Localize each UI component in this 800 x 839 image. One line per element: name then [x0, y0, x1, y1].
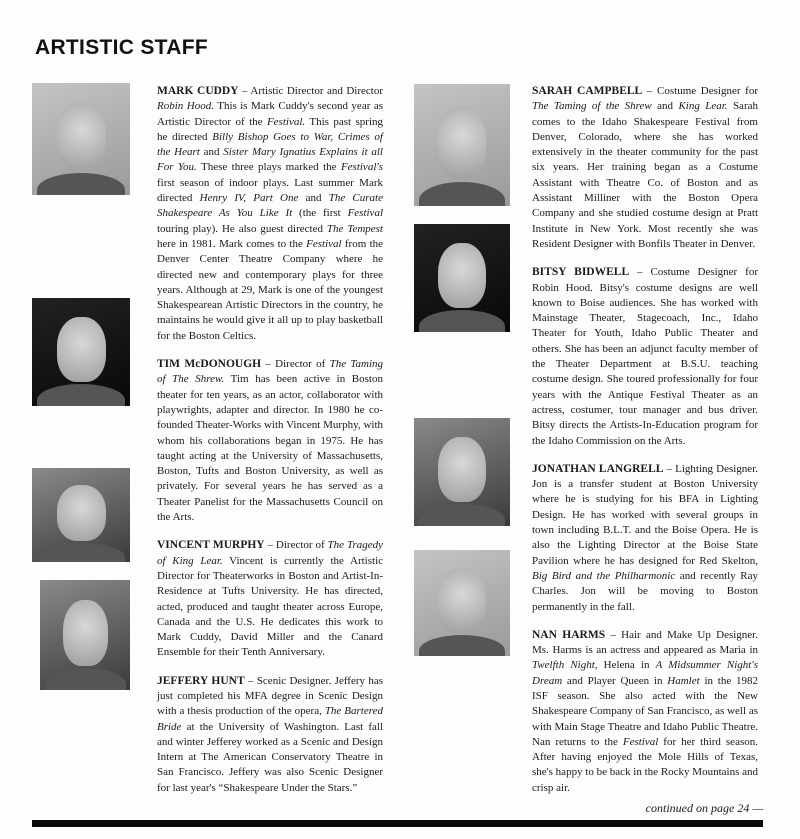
bio-text: and [298, 192, 329, 205]
staff-name: BITSY BIDWELL [532, 266, 630, 279]
bio-text: and [199, 146, 224, 159]
italic-title-text: Festival [306, 237, 342, 250]
bio-text: – Costume Designer for Robin Hood. Bitsy's costume designs are well known to Boise audiences. She has worked with Mainstage Theater, Stagecoach, Inc., Idaho Theater for Youth, Idaho Public Theater and others. She has been an adjunct faculty member of the Theater Department at B.S.U. teaching costume design. She toured professionally for four years with the Antique Festival Theater as an actress, costumer, tour manager and bus driver. Bitsy directs the Artists-In-Education program for the Idaho Commission on the Arts. [532, 266, 758, 447]
italic-title-text: Festival's [340, 161, 384, 174]
bio-text: Sarah comes to the Idaho Shakespeare Festival from Denver, Colorado, where she has worked extensively in the theater community for the past six years. Her training began as a Costume Assistant with Theatre Co. of Boston and as Assistant Milliner with the Boston Opera Company and she studied costume design at Pratt Institute in New York. Most recently she was Resident Designer with Bonfils Theater in Denver. [532, 100, 758, 250]
italic-title-text: The Tragedy of King Lear. [157, 539, 384, 567]
staff-name: MARK CUDDY [157, 85, 239, 97]
italic-title-text: Robin Hood. [157, 100, 214, 113]
italic-title-text: Billy Bishop Goes to War, Crimes of the Heart [157, 130, 383, 159]
italic-title-text: Festival [347, 207, 383, 220]
italic-title-text: Sister Mary Ignatius Explains it all For You. [157, 146, 383, 174]
bio-sarah-campbell [532, 84, 758, 252]
bio-jonathan-langrell [532, 462, 758, 615]
bio-text: – Director of [264, 539, 328, 552]
italic-title-text: The Bartered Bride [157, 705, 383, 733]
bio-text: and [651, 100, 679, 113]
bio-text: These three plays marked the [196, 161, 341, 174]
italic-title-text: Hamlet [667, 674, 700, 687]
page-title: ARTISTIC STAFF [35, 36, 208, 59]
bio-text: – Scenic Designer. Jeffery has just completed his MFA degree in Scenic Design with a thesis production of the opera, [157, 674, 384, 718]
bio-bitsy-bidwell [532, 265, 758, 449]
bio-text: – Lighting Designer. Jon is a transfer student at Boston University where he is studying for his BFA in Lighting Design. He has worked with several groups in town including B.L.T. and the Boise Opera. He is also the Lighting Director at the Boise State Pavilion where he has designed for Red Skelton, [532, 462, 758, 567]
bio-jeffery-hunt [157, 674, 383, 796]
continued-note: continued on page 24 — [645, 801, 763, 816]
bio-text: from the Denver Center Theatre Company where he directed new and contemporary plays for three years. Although at 29, Mark is one of the youngest Shakespearean Artistic Directors in the country, he maintains he would give it all up to play basketball for the Boston Celtics. [157, 237, 384, 342]
bio-text: – Director of [261, 358, 330, 371]
bio-tim-mcdonough [157, 357, 383, 525]
right-column [532, 84, 758, 796]
italic-title-text: King Lear. [678, 100, 728, 113]
staff-name: NAN HARMS [532, 628, 606, 641]
italic-title-text: Festival. [266, 115, 306, 128]
bio-text: – Costume Designer for [642, 85, 758, 97]
bio-vincent-murphy [157, 538, 383, 660]
bio-text: Helena in [597, 659, 656, 672]
italic-title-text: Henry IV, Part One [199, 192, 299, 205]
italic-title-text: The Tempest [326, 222, 383, 235]
bio-text: (the first [292, 207, 348, 220]
bio-text: for her third season. After having enjoyed the Mole Hills of Texas, she's happy to be back in the Rocky Mountains and crisp air. [532, 735, 758, 794]
italic-title-text: The Taming of The Shrew. [157, 358, 384, 386]
bio-text: Vincent is currently the Artistic Director for Theaterworks in Boston and Artist-In-Residence at Tufts University. He has directed, acted, produced and taught theater across Europe, Canada and the U.S. He dedicates this work to Mark Cuddy, David Miller and the Canard Ensemble for their Tenth Anniversary. [157, 554, 384, 659]
bio-text: at the University of Washington. Last fall and winter Jefferey worked as a Scenic and Design Intern at The American Conservatory Theatre in San Francisco. Jeffery was also Scenic Designer for last year's “Shakespeare Under the Stars.” [157, 720, 383, 794]
bottom-rule [32, 820, 763, 827]
bio-text: in the 1982 ISF season. She also acted with the New Shakespeare Company of San Francisco, as well as with Main Stage Theatre and Idaho Public Theatre. Nan returns to the [532, 674, 759, 748]
bio-text: This past spring he directed [157, 115, 383, 143]
bio-mark-cuddy [157, 84, 383, 344]
italic-title-text: The Curate Shakespeare As You Like It [157, 192, 383, 220]
bio-text: touring play). He also guest directed [157, 222, 327, 235]
staff-name: TIM McDONOUGH [157, 358, 262, 371]
staff-name: JEFFERY HUNT [157, 674, 245, 687]
bio-text: and recently Ray Charles. Jon will be moving to Boston permanently in the fall. [532, 569, 759, 613]
left-column [157, 84, 383, 796]
staff-name: VINCENT MURPHY [157, 539, 265, 552]
italic-title-text: Twelfth Night, [532, 659, 598, 672]
staff-name: SARAH CAMPBELL [532, 85, 643, 97]
staff-name: JONATHAN LANGRELL [532, 462, 664, 475]
bio-text: – Artistic Director and Director [238, 85, 383, 97]
bio-text: – Hair and Make Up Designer. Ms. Harms is an actress and appeared as Maria in [532, 628, 758, 657]
bio-text: first season of indoor plays. Last summer Mark directed [157, 176, 383, 205]
bio-nan-harms [532, 628, 758, 796]
bio-text: This is Mark Cuddy's second year as Artistic Director of the [157, 100, 383, 128]
italic-title-text: The Taming of the Shrew [532, 100, 652, 113]
italic-title-text: A Midsummer Night's Dream [532, 659, 758, 687]
bio-text: here in 1981. Mark comes to the [157, 237, 307, 250]
bio-text: and Player Queen in [562, 674, 668, 687]
italic-title-text: Festival [622, 735, 659, 748]
italic-title-text: Big Bird and the Philharmonic [532, 569, 676, 582]
bio-text: Tim has been active in Boston theater for ten years, as an actor, collaborator with playwrights, adapter and director. In 1980 he co-founded Theater-Works with Vincent Murphy, with whom his collaborations began in 1975. He has taught acting at the University of Massachusetts, Boston, Tufts and Boston University, as well as privately. For several years he has served as a Theater Panelist for the Massachusetts Council on the Arts. [157, 373, 383, 524]
